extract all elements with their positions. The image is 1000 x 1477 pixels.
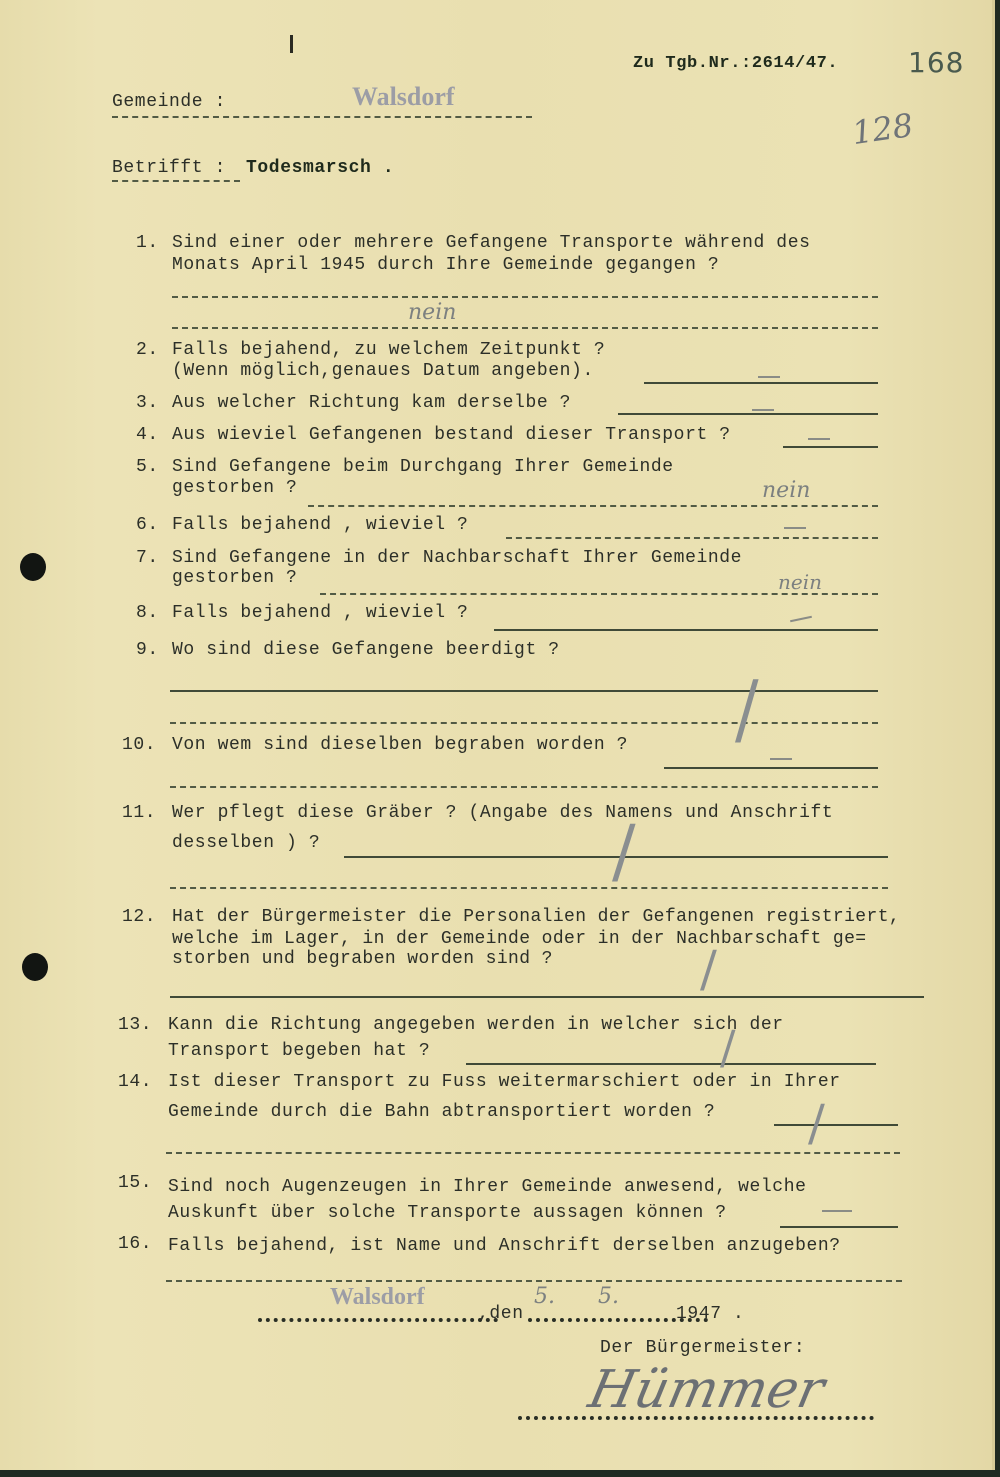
question-2-line-2: (Wenn möglich,genaues Datum angeben).	[172, 361, 594, 381]
question-number-7: 7.	[136, 548, 159, 568]
question-number-15: 15.	[118, 1173, 153, 1193]
question-number-6: 6.	[136, 515, 159, 535]
question-number-2: 2.	[136, 340, 159, 360]
answer-line-11b	[170, 887, 888, 889]
answer-9-slash: /	[735, 663, 759, 755]
answer-1-handwritten: nein	[408, 300, 457, 325]
answer-11-slash: /	[612, 810, 636, 892]
answer-10-dash	[770, 758, 792, 760]
answer-8-dash	[790, 616, 812, 623]
question-3-text: Aus welcher Richtung kam derselbe ?	[172, 393, 572, 413]
question-number-8: 8.	[136, 603, 159, 623]
question-14-line-1: Ist dieser Transport zu Fuss weitermarschiert oder in Ihrer	[168, 1072, 841, 1092]
answer-15-dash	[822, 1210, 852, 1212]
answer-line-9a	[170, 690, 878, 692]
reference-number: Zu Tgb.Nr.:2614/47.	[633, 54, 839, 73]
question-7-line-1: Sind Gefangene in der Nachbarschaft Ihrer Gemeinde	[172, 548, 743, 568]
answer-line-10a	[664, 767, 878, 769]
question-8-text: Falls bejahend , wieviel ?	[172, 603, 469, 623]
answer-line-6	[506, 537, 878, 539]
question-11-line-1: Wer pflegt diese Gräber ? (Angabe des Namens und Anschrift	[172, 803, 834, 823]
question-number-4: 4.	[136, 425, 159, 445]
answer-line-8	[494, 629, 878, 631]
handwritten-number: 128	[849, 105, 916, 153]
question-number-9: 9.	[136, 640, 159, 660]
date-year: 1947 .	[676, 1304, 745, 1324]
answer-line-13	[466, 1063, 876, 1065]
question-number-16: 16.	[118, 1234, 153, 1254]
punch-hole-top	[20, 553, 46, 581]
signatory-label: Der Bürgermeister:	[600, 1338, 806, 1358]
question-14-line-2: Gemeinde durch die Bahn abtransportiert worden ?	[168, 1102, 716, 1122]
gemeinde-underline	[112, 116, 532, 118]
answer-line-3	[618, 413, 878, 415]
question-7-line-2: gestorben ?	[172, 568, 298, 588]
answer-2-dash	[758, 376, 780, 378]
question-number-11: 11.	[122, 803, 157, 823]
den-label: ,den	[478, 1304, 524, 1324]
question-number-5: 5.	[136, 457, 159, 477]
question-12-line-3: storben und begraben worden sind ?	[172, 949, 553, 969]
answer-7-handwritten: nein	[778, 570, 822, 594]
question-9-text: Wo sind diese Gefangene beerdigt ?	[172, 640, 560, 660]
answer-line-14a	[774, 1124, 898, 1126]
place-dots	[258, 1318, 498, 1322]
question-12-line-1: Hat der Bürgermeister die Personalien der Gefangenen registriert,	[172, 907, 901, 927]
answer-13-slash: /	[720, 1020, 736, 1074]
date-day: 5.	[534, 1284, 555, 1309]
answer-3-dash	[752, 409, 774, 411]
answer-12-slash: /	[700, 940, 717, 998]
betrifft-underline	[112, 180, 240, 182]
answer-line-5	[308, 505, 878, 507]
page-number: 168	[908, 46, 965, 79]
answer-5-handwritten: nein	[762, 478, 811, 503]
question-4-text: Aus wieviel Gefangenen bestand dieser Transport ?	[172, 425, 731, 445]
question-15-line-1: Sind noch Augenzeugen in Ihrer Gemeinde anwesend, welche	[168, 1177, 807, 1197]
answer-line-12	[170, 996, 924, 998]
gemeinde-stamp: Walsdorf	[352, 82, 455, 111]
question-16-text: Falls bejahend, ist Name und Anschrift derselben anzugeben?	[168, 1236, 841, 1256]
answer-line-10b	[170, 786, 878, 788]
betrifft-label: Betrifft :	[112, 158, 227, 178]
signature-dots	[518, 1416, 874, 1420]
answer-line-4	[783, 446, 878, 448]
question-number-10: 10.	[122, 735, 157, 755]
answer-line-16	[166, 1280, 902, 1282]
date-month: 5.	[598, 1284, 619, 1309]
question-number-1: 1.	[136, 233, 159, 253]
gemeinde-label: Gemeinde :	[112, 92, 227, 112]
question-number-14: 14.	[118, 1072, 153, 1092]
question-13-line-2: Transport begeben hat ?	[168, 1041, 431, 1061]
question-12-line-2: welche im Lager, in der Gemeinde oder in der Nachbarschaft ge=	[172, 929, 867, 949]
ink-mark	[290, 35, 293, 53]
answer-line-15	[780, 1226, 898, 1228]
question-5-line-1: Sind Gefangene beim Durchgang Ihrer Gemeinde	[172, 457, 674, 477]
question-1-line-1: Sind einer oder mehrere Gefangene Transporte während des	[172, 233, 811, 253]
question-15-line-2: Auskunft über solche Transporte aussagen können ?	[168, 1203, 727, 1223]
answer-6-dash	[784, 527, 806, 529]
answer-line-1a	[172, 296, 878, 298]
question-number-13: 13.	[118, 1015, 153, 1035]
signature: Hümmer	[583, 1360, 830, 1420]
answer-line-9b	[170, 722, 878, 724]
question-1-line-2: Monats April 1945 durch Ihre Gemeinde gegangen ?	[172, 255, 720, 275]
answer-4-dash	[808, 438, 830, 440]
question-13-line-1: Kann die Richtung angegeben werden in welcher sich der	[168, 1015, 784, 1035]
question-6-text: Falls bejahend , wieviel ?	[172, 515, 469, 535]
place-stamp: Walsdorf	[330, 1284, 425, 1310]
answer-line-1b	[172, 327, 878, 329]
question-number-3: 3.	[136, 393, 159, 413]
question-5-line-2: gestorben ?	[172, 478, 298, 498]
question-number-12: 12.	[122, 907, 157, 927]
answer-line-2	[644, 382, 878, 384]
question-10-text: Von wem sind dieselben begraben worden ?	[172, 735, 629, 755]
question-11-line-2: desselben ) ?	[172, 833, 321, 853]
answer-line-14b	[166, 1152, 900, 1154]
answer-14-slash: /	[808, 1094, 825, 1152]
betrifft-value: Todesmarsch .	[246, 158, 395, 178]
question-2-line-1: Falls bejahend, zu welchem Zeitpunkt ?	[172, 340, 606, 360]
punch-hole-bottom	[22, 953, 48, 981]
